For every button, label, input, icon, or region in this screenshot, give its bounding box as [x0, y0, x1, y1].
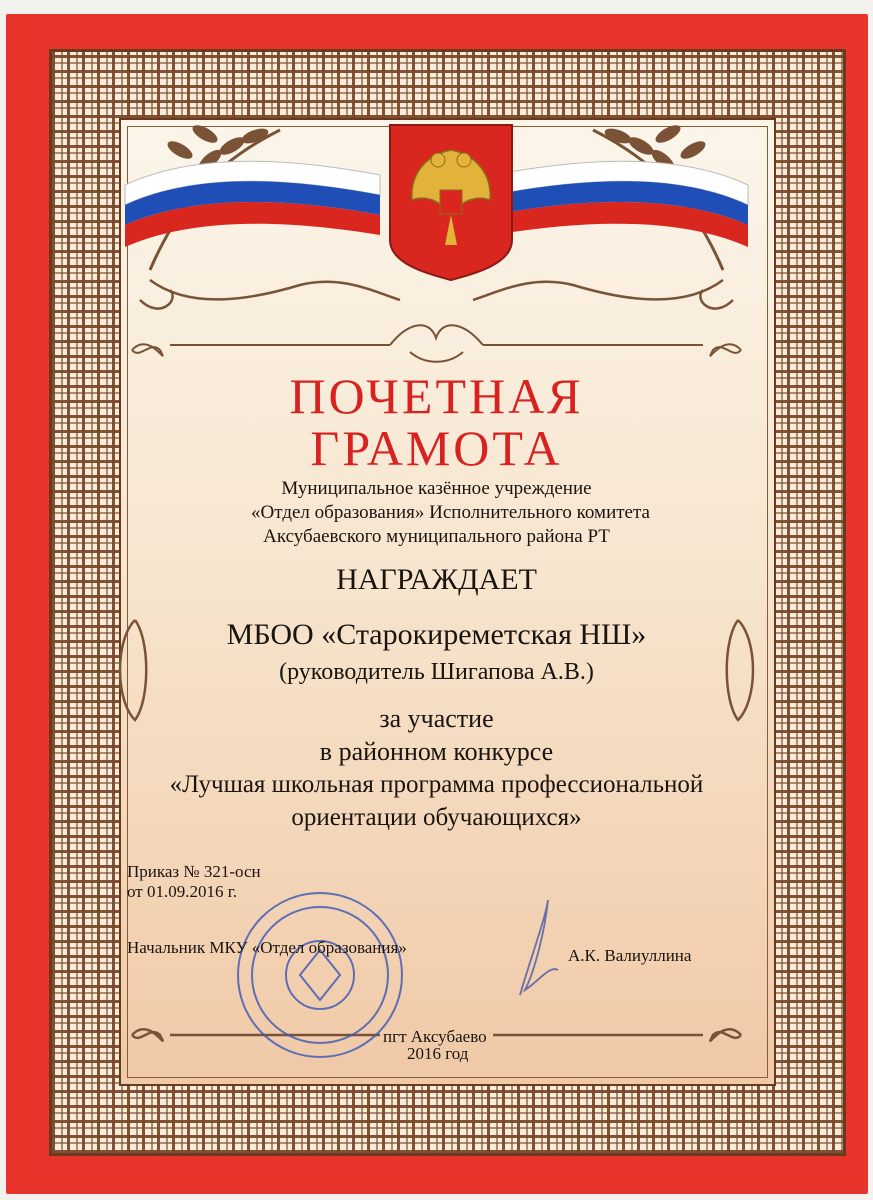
order-number: Приказ № 321-осн — [127, 862, 261, 881]
divider-ornament-icon — [132, 325, 741, 361]
awards-heading: НАГРАЖДАЕТ — [336, 563, 537, 596]
flourish-top-icon — [140, 280, 733, 309]
reason-line-3: «Лучшая школьная программа профессиональной — [169, 771, 704, 798]
issuer-line-3: Аксубаевского муниципального района РТ — [263, 526, 610, 547]
issuer-line-1: Муниципальное казённое учреждение — [281, 478, 592, 499]
certificate-title-line1: ПОЧЕТНАЯ — [289, 368, 584, 424]
year: 2016 год — [407, 1044, 469, 1063]
coat-of-arms-icon — [390, 125, 512, 280]
signature-icon — [520, 900, 558, 995]
certificate-title-line2: ГРАМОТА — [310, 420, 563, 476]
place: пгт Аксубаево — [383, 1027, 487, 1046]
signer-name: А.К. Валиуллина — [568, 946, 692, 965]
reason-line-1: за участие — [379, 704, 494, 733]
reason-line-4: ориентации обучающихся» — [291, 804, 582, 831]
issuer-line-2: «Отдел образования» Исполнительного комитета — [251, 502, 650, 523]
order-date: от 01.09.2016 г. — [127, 882, 238, 901]
reason-line-2: в районном конкурсе — [319, 737, 554, 766]
recipient-name: МБОО «Старокиреметская НШ» — [226, 618, 647, 651]
official-stamp-icon — [238, 893, 402, 1057]
recipient-note: (руководитель Шигапова А.В.) — [279, 659, 594, 685]
signer-position: Начальник МКУ «Отдел образования» — [127, 938, 407, 957]
